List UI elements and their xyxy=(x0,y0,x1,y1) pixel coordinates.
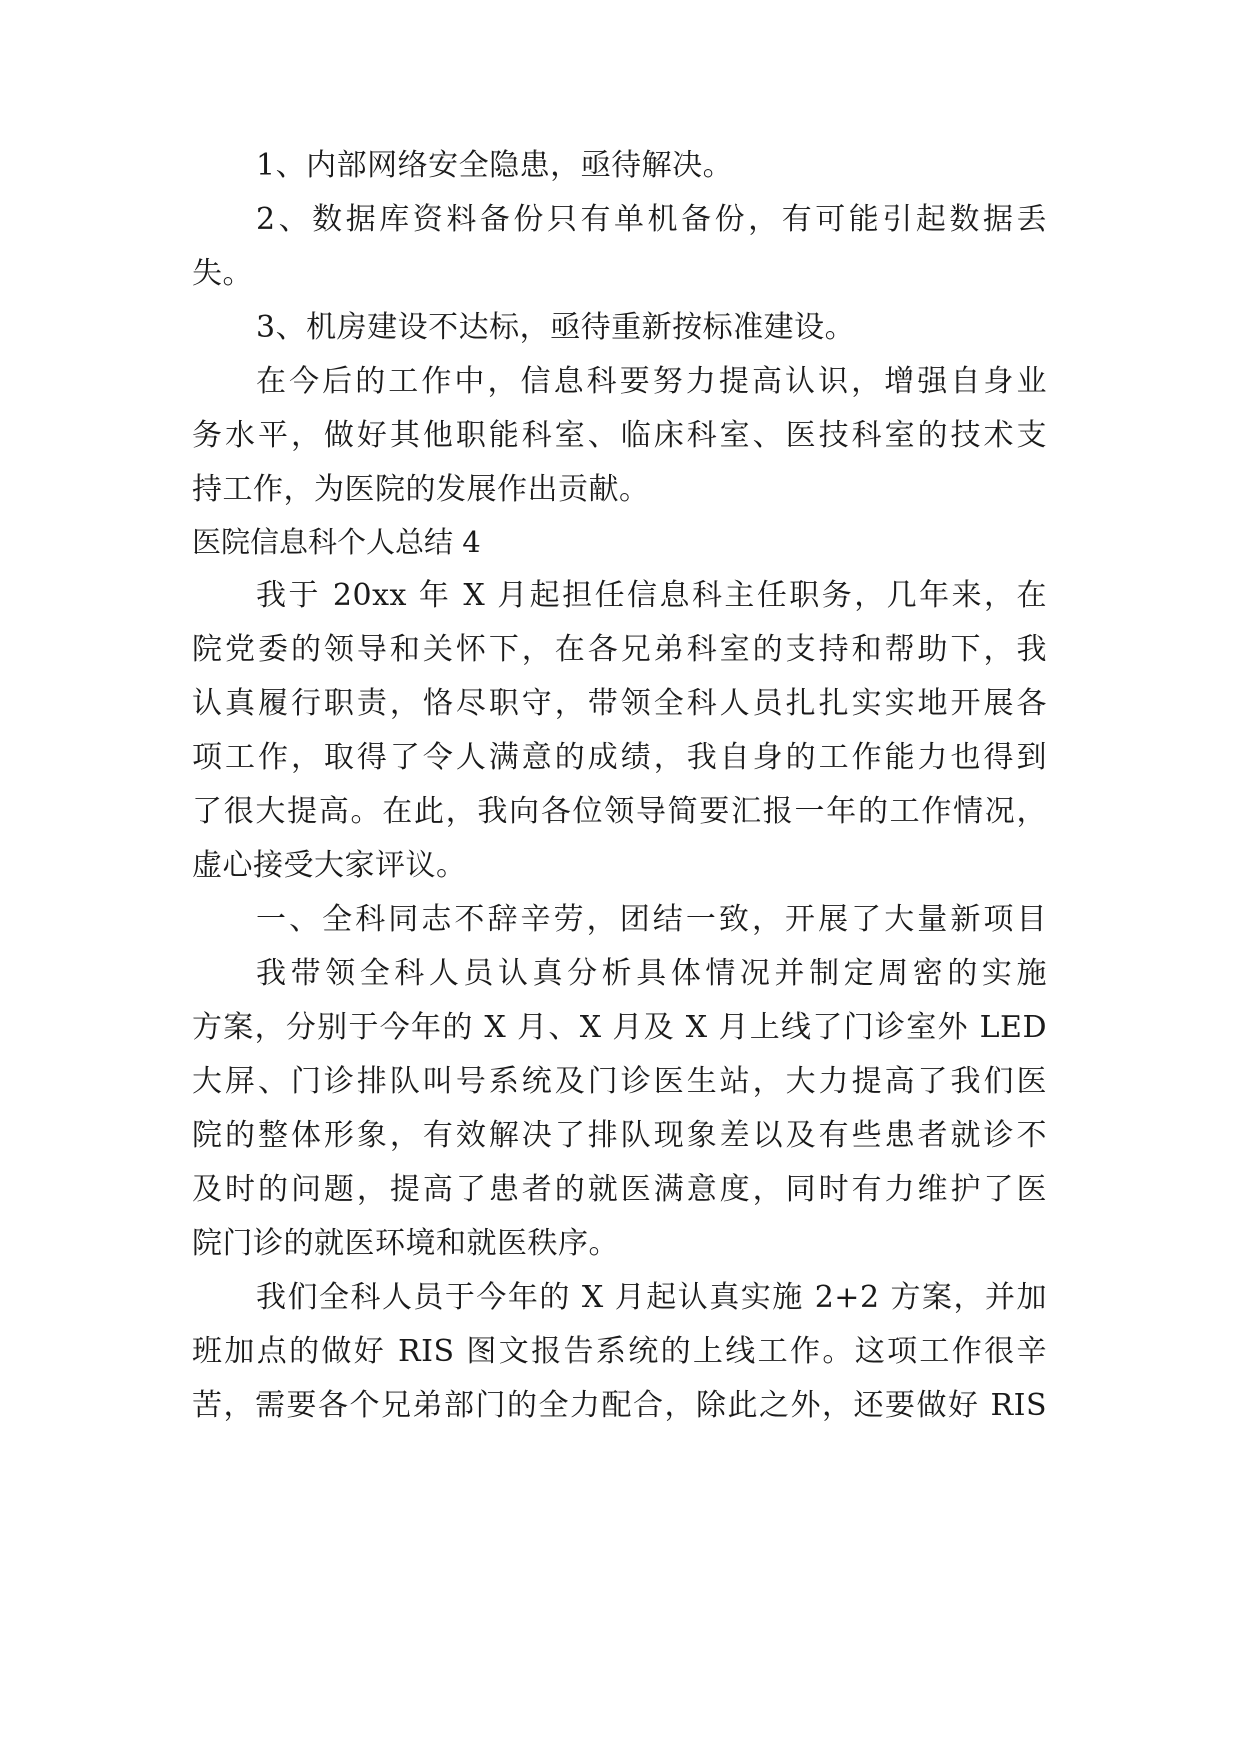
paragraph-line: 我们全科人员于今年的 X 月起认真实施 2+2 方案，并加 xyxy=(256,1280,1047,1315)
paragraph-line: 院的整体形象，有效解决了排队现象差以及有些患者就诊不 xyxy=(192,1118,1047,1153)
list-item-2-line-1: 2、数据库资料备份只有单机备份，有可能引起数据丢 xyxy=(256,202,1047,237)
paragraph-line: 我于 20xx 年 X 月起担任信息科主任职务，几年来，在 xyxy=(256,578,1047,613)
list-item-2-line-2: 失。 xyxy=(192,256,253,291)
paragraph-line: 及时的问题，提高了患者的就医满意度，同时有力维护了医 xyxy=(192,1172,1047,1207)
paragraph-line: 苦，需要各个兄弟部门的全力配合，除此之外，还要做好 RIS xyxy=(192,1388,1047,1423)
paragraph-line: 大屏、门诊排队叫号系统及门诊医生站，大力提高了我们医 xyxy=(192,1064,1047,1099)
paragraph-line: 持工作，为医院的发展作出贡献。 xyxy=(192,472,650,507)
paragraph-line: 院党委的领导和关怀下，在各兄弟科室的支持和帮助下，我 xyxy=(192,632,1047,667)
paragraph-line: 务水平，做好其他职能科室、临床科室、医技科室的技术支 xyxy=(192,418,1047,453)
paragraph-line: 院门诊的就医环境和就医秩序。 xyxy=(192,1226,619,1261)
paragraph-line: 认真履行职责，恪尽职守，带领全科人员扎扎实实地开展各 xyxy=(192,686,1047,721)
section-heading: 医院信息科个人总结 4 xyxy=(192,525,481,559)
list-item-3: 3、机房建设不达标，亟待重新按标准建设。 xyxy=(256,310,856,345)
paragraph-line: 我带领全科人员认真分析具体情况并制定周密的实施 xyxy=(256,956,1047,991)
paragraph-line: 项工作，取得了令人满意的成绩，我自身的工作能力也得到 xyxy=(192,740,1047,775)
paragraph-line: 方案，分别于今年的 X 月、X 月及 X 月上线了门诊室外 LED xyxy=(192,1010,1047,1045)
paragraph-line: 班加点的做好 RIS 图文报告系统的上线工作。这项工作很辛 xyxy=(192,1334,1047,1369)
paragraph-line: 虚心接受大家评议。 xyxy=(192,848,467,883)
subsection-heading: 一、全科同志不辞辛劳，团结一致，开展了大量新项目 xyxy=(256,902,1047,937)
list-item-1: 1、内部网络安全隐患，亟待解决。 xyxy=(256,148,734,183)
paragraph-line: 了很大提高。在此，我向各位领导简要汇报一年的工作情况， xyxy=(192,794,1047,829)
paragraph-line: 在今后的工作中，信息科要努力提高认识，增强自身业 xyxy=(256,364,1047,399)
